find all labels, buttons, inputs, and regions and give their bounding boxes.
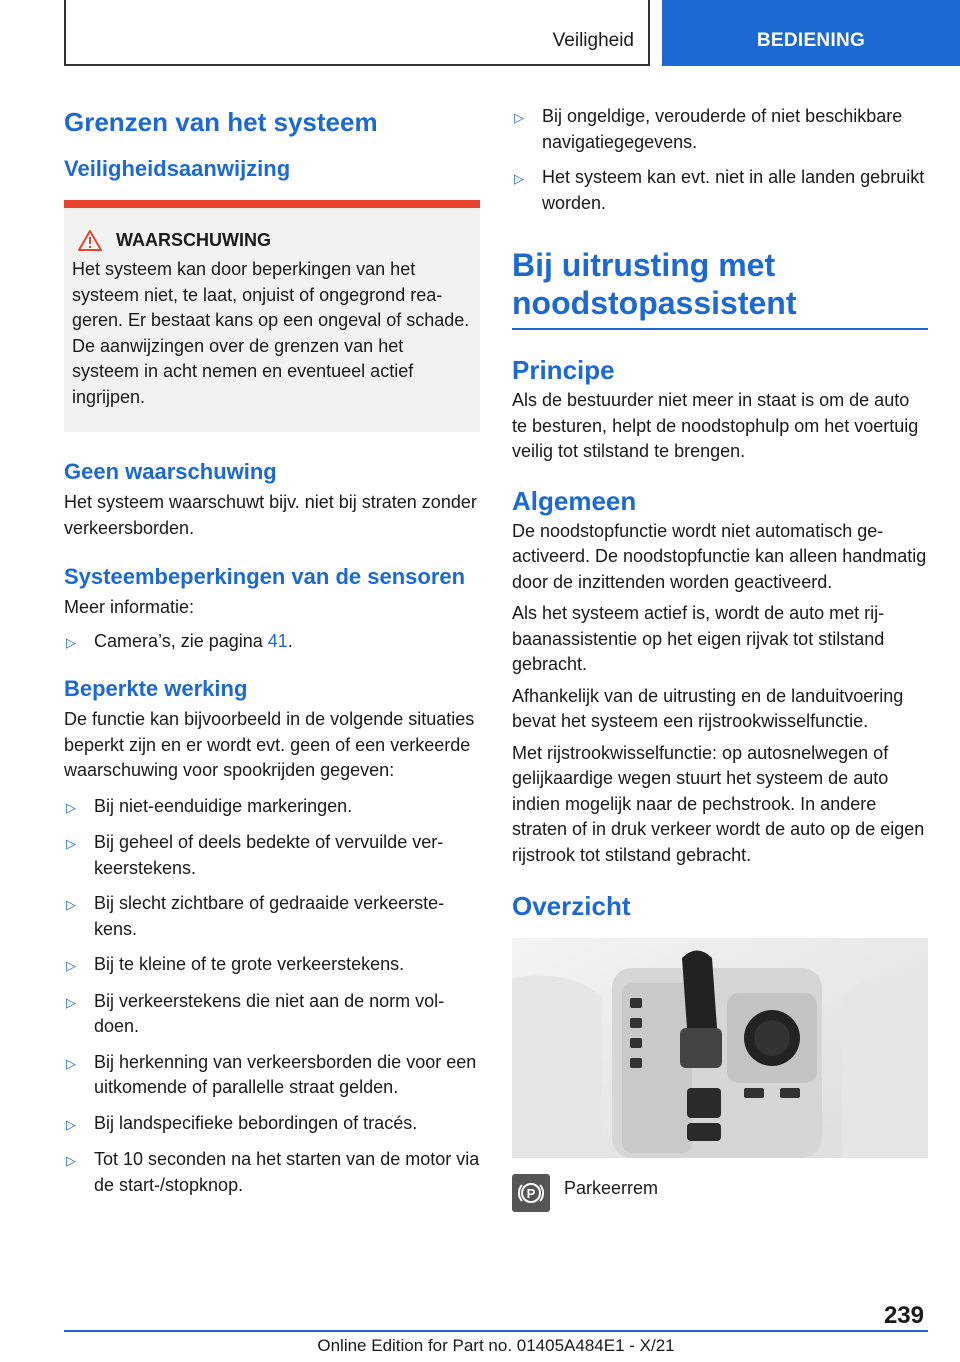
list-item bbox=[64, 794, 480, 821]
legend-row bbox=[512, 1174, 928, 1212]
list-item bbox=[64, 1050, 480, 1101]
warning-box bbox=[64, 200, 480, 432]
warning-triangle-icon bbox=[78, 230, 102, 251]
chapter-rule bbox=[512, 328, 928, 330]
no-warning-heading: Geen waarschuwing bbox=[64, 459, 277, 484]
page-link[interactable]: 41 bbox=[267, 630, 288, 651]
warning-header bbox=[72, 230, 470, 251]
list-item-text: Bij slecht zichtbare of gedraaide verkeerstekens. bbox=[94, 893, 445, 939]
camera-item-text: Camera’s, zie pagina bbox=[94, 630, 268, 651]
principle-heading: Principe bbox=[512, 355, 615, 385]
section-title: Veiligheid bbox=[552, 30, 634, 51]
warning-label: WAARSCHUWING bbox=[116, 230, 271, 250]
right-column bbox=[512, 100, 928, 1212]
bullet-triangle-icon: ▷ bbox=[66, 634, 76, 650]
general-para: De noodstopfunctie wordt niet automatisch geactiveerd. De noodstopfunctie kan alleen handmatig door de inzittenden worden geactiveerd. bbox=[512, 520, 927, 592]
bullet-triangle-icon: ▷ bbox=[66, 836, 76, 851]
footer-text: Online Edition for Part no. 01405A484E1 - X/21 bbox=[317, 1336, 675, 1355]
legend-label: Parkeerrem bbox=[564, 1178, 659, 1198]
bullet-triangle-icon: ▷ bbox=[66, 1055, 76, 1071]
list-item-text: Bij te kleine of te grote verkeerstekens. bbox=[94, 954, 405, 974]
overview-heading: Overzicht bbox=[512, 891, 631, 921]
section-heading: Grenzen van het systeem bbox=[64, 107, 378, 137]
general-para: Afhankelijk van de uitrusting en de landuitvoering bevat het systeem een rijstrookwisselfunctie. bbox=[512, 685, 904, 731]
list-item bbox=[64, 830, 480, 881]
list-item-text: Bij ongeldige, verouderde of niet beschikbare navigatiegegevens. bbox=[542, 106, 903, 152]
bullet-triangle-icon: ▷ bbox=[66, 1153, 76, 1168]
bullet-triangle-icon: ▷ bbox=[66, 958, 76, 973]
list-item bbox=[64, 891, 480, 942]
bullet-triangle-icon: ▷ bbox=[66, 1116, 76, 1132]
bullet-triangle-icon: ▷ bbox=[66, 994, 76, 1010]
limited-text: De functie kan bijvoorbeeld in de volgende situaties beperkt zijn en er wordt evt. geen of een verkeerde waarschuwing voor spookrijden gegeven: bbox=[64, 709, 475, 780]
parking-brake-icon bbox=[512, 1174, 550, 1212]
no-warning-text: Het systeem waarschuwt bijv. niet bij straten zonder verkeersborden. bbox=[64, 492, 477, 538]
bullet-triangle-icon: ▷ bbox=[514, 110, 524, 125]
general-para: Als het systeem actief is, wordt de auto met rijbaanassistentie op het eigen rijvak tot stilstand gebracht. bbox=[512, 603, 885, 674]
list-item bbox=[64, 1147, 480, 1198]
bullet-triangle-icon: ▷ bbox=[66, 799, 76, 815]
chapter-tab-label: BEDIENING bbox=[756, 30, 866, 51]
principle-text: Als de bestuurder niet meer in staat is om de auto te besturen, helpt de noodstophulp om het voertuig veilig tot stilstand te brengen. bbox=[512, 390, 919, 461]
chapter-title: Bij uitrusting met noodstopassistent bbox=[512, 247, 797, 321]
list-item-text: Het systeem kan evt. niet in alle landen gebruikt worden. bbox=[542, 167, 925, 213]
sensor-heading: Systeembeperkingen van de sensoren bbox=[64, 564, 466, 589]
general-heading: Algemeen bbox=[512, 485, 637, 516]
center-console-illustration bbox=[512, 938, 928, 1158]
general-para: Met rijstrookwisselfunctie: op autosnelwegen of gelijkaardige wegen stuurt het systeem de auto indien mogelijk naar de pechstrook. In andere straten of in druk verkeer wordt de auto op de eigen rijstrook tot stilstand gebracht. bbox=[512, 742, 925, 865]
list-item-text: Bij niet-eenduidige markeringen. bbox=[94, 795, 353, 816]
center-console-photo bbox=[512, 938, 928, 1158]
bullet-triangle-icon: ▷ bbox=[66, 897, 76, 912]
more-info-text: Meer informatie: bbox=[64, 597, 195, 617]
list-item-text: Bij verkeerstekens die niet aan de norm voldoen. bbox=[94, 990, 445, 1036]
safety-heading: Veiligheidsaanwijzing bbox=[64, 156, 291, 181]
list-item bbox=[64, 1111, 480, 1138]
list-item bbox=[64, 989, 480, 1040]
chapter-tab[interactable] bbox=[662, 0, 960, 66]
list-item bbox=[512, 165, 928, 216]
list-item bbox=[64, 629, 480, 656]
header-box bbox=[64, 0, 650, 66]
list-item-text: Bij geheel of deels bedekte of vervuilde verkeerstekens. bbox=[94, 832, 444, 878]
limited-heading: Beperkte werking bbox=[64, 676, 248, 701]
warning-text: Het systeem kan door beperkingen van het systeem niet, te laat, onjuist of ongegrond reageren. Er bestaat kans op een ongeval of schade. De aanwijzingen over de grenzen van het systeem in acht nemen en eventueel actief ingrijpen. bbox=[72, 259, 470, 407]
list-item-text: Bij herkenning van verkeersborden die voor een uitkomende of parallelle straat gelden. bbox=[94, 1051, 477, 1097]
camera-item-suffix: . bbox=[287, 630, 293, 651]
page-number: 239 bbox=[883, 1302, 924, 1329]
list-item bbox=[512, 104, 928, 155]
list-item-text: Tot 10 seconden na het starten van de motor via de start-/stopknop. bbox=[94, 1149, 480, 1195]
left-column bbox=[64, 100, 480, 1198]
list-item-text: Bij landspecifieke bebordingen of tracés. bbox=[94, 1112, 418, 1133]
footer-rule bbox=[64, 1330, 928, 1332]
svg-text:P: P bbox=[526, 1186, 536, 1201]
bullet-triangle-icon: ▷ bbox=[514, 171, 524, 186]
list-item bbox=[64, 952, 480, 979]
